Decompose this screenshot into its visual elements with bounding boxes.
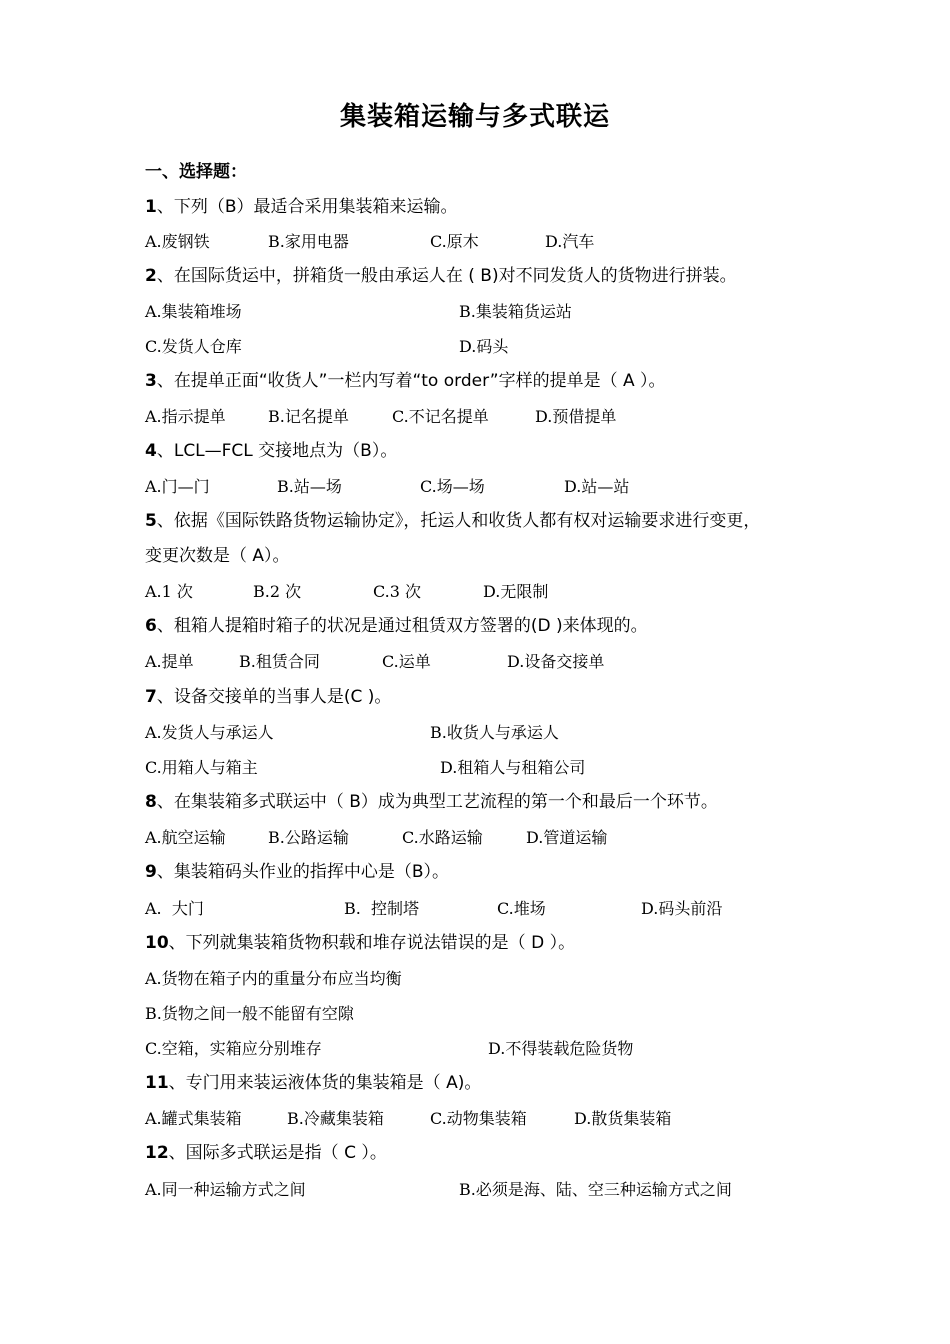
- options-row: [0, 474, 950, 498]
- option-b: B.必须是海、陆、空三种运输方式之间: [459, 1180, 732, 1199]
- option-a: A.指示提单: [145, 407, 226, 426]
- question-9: 9、集装箱码头作业的指挥中心是（B）。: [145, 862, 450, 882]
- option-c: C.场—场: [420, 477, 485, 496]
- option-a: A.1 次: [145, 582, 193, 601]
- option-d: D.管道运输: [526, 828, 608, 847]
- question-1: 1、下列（B）最适合采用集装箱来运输。: [145, 197, 458, 217]
- option-a: A.罐式集装箱: [145, 1109, 242, 1128]
- options-row: [0, 579, 950, 603]
- option-b: B.记名提单: [268, 407, 349, 426]
- option-d: D.散货集装箱: [574, 1109, 672, 1128]
- option-d: D.站—站: [564, 477, 630, 496]
- options-row: [0, 896, 950, 920]
- option-c: C.原木: [430, 232, 479, 251]
- option-a: A. 大门: [145, 899, 204, 918]
- option-c: C.运单: [382, 652, 431, 671]
- question-11: 11、专门用来装运液体货的集装箱是（ A)。: [145, 1073, 482, 1093]
- question-4: 4、LCL—FCL 交接地点为（B）。: [145, 441, 398, 461]
- option-a: A.集装箱堆场: [145, 302, 242, 321]
- options-row: [0, 299, 950, 323]
- option-a: A.发货人与承运人: [145, 723, 274, 742]
- options-row: [0, 755, 950, 779]
- option-a: A.航空运输: [145, 828, 226, 847]
- option-a: A.门—门: [145, 477, 210, 496]
- options-row: [0, 649, 950, 673]
- option-d: D.租箱人与租箱公司: [440, 758, 586, 777]
- question-6: 6、租箱人提箱时箱子的状况是通过租赁双方签署的(D )来体现的。: [145, 616, 648, 636]
- option-b: B.集装箱货运站: [459, 302, 572, 321]
- options-row: [0, 720, 950, 744]
- option-c: C.动物集装箱: [430, 1109, 527, 1128]
- options-row: [0, 1177, 950, 1201]
- option-b: B.家用电器: [268, 232, 349, 251]
- options-row: [0, 825, 950, 849]
- options-row: [0, 1001, 950, 1025]
- options-row: [0, 404, 950, 428]
- option-d: D.码头: [459, 337, 509, 356]
- option-c: C.发货人仓库: [145, 337, 242, 356]
- option-a: A.同一种运输方式之间: [145, 1180, 306, 1199]
- option-a: A.货物在箱子内的重量分布应当均衡: [145, 969, 402, 988]
- option-b: B.租赁合同: [239, 652, 320, 671]
- question-2: 2、在国际货运中，拼箱货一般由承运人在 ( B)对不同发货人的货物进行拼装。: [145, 266, 737, 286]
- option-d: D.预借提单: [535, 407, 617, 426]
- option-d: D.设备交接单: [507, 652, 605, 671]
- option-a: A.废钢铁: [145, 232, 210, 251]
- document-title: 集装箱运输与多式联运: [339, 102, 610, 132]
- option-b: B.公路运输: [268, 828, 349, 847]
- option-b: B.收货人与承运人: [430, 723, 559, 742]
- option-d: D.无限制: [483, 582, 549, 601]
- option-b: B.冷藏集装箱: [287, 1109, 384, 1128]
- question-5: 5、依据《国际铁路货物运输协定》，托运人和收货人都有权对运输要求进行变更，: [145, 511, 761, 531]
- section-heading: 一、选择题：: [145, 162, 247, 182]
- options-row: [0, 1106, 950, 1130]
- options-row: [0, 334, 950, 358]
- option-d: D.汽车: [545, 232, 595, 251]
- option-b: B.货物之间一般不能留有空隙: [145, 1004, 354, 1023]
- question-8: 8、在集装箱多式联运中（ B）成为典型工艺流程的第一个和最后一个环节。: [145, 792, 718, 812]
- question-3: 3、在提单正面“收货人”一栏内写着“to order”字样的提单是（ A ）。: [145, 371, 666, 391]
- question-10: 10、下列就集装箱货物积载和堆存说法错误的是（ D ）。: [145, 933, 576, 953]
- options-row: [0, 229, 950, 253]
- option-c: C.用箱人与箱主: [145, 758, 258, 777]
- options-row: [0, 1036, 950, 1060]
- question-12: 12、国际多式联运是指（ C ）。: [145, 1143, 387, 1163]
- option-d: D.码头前沿: [641, 899, 723, 918]
- option-b: B. 控制塔: [344, 899, 420, 918]
- option-c: C.3 次: [373, 582, 422, 601]
- option-c: C.空箱，实箱应分别堆存: [145, 1039, 322, 1058]
- option-c: C.不记名提单: [392, 407, 489, 426]
- options-row: [0, 966, 950, 990]
- option-b: B.站—场: [277, 477, 342, 496]
- option-c: C.堆场: [497, 899, 546, 918]
- option-a: A.提单: [145, 652, 194, 671]
- option-c: C.水路运输: [402, 828, 483, 847]
- question-7: 7、设备交接单的当事人是(C )。: [145, 687, 392, 707]
- question-5-continued: 变更次数是（ A）。: [145, 546, 290, 566]
- option-b: B.2 次: [253, 582, 302, 601]
- option-d: D.不得装载危险货物: [488, 1039, 634, 1058]
